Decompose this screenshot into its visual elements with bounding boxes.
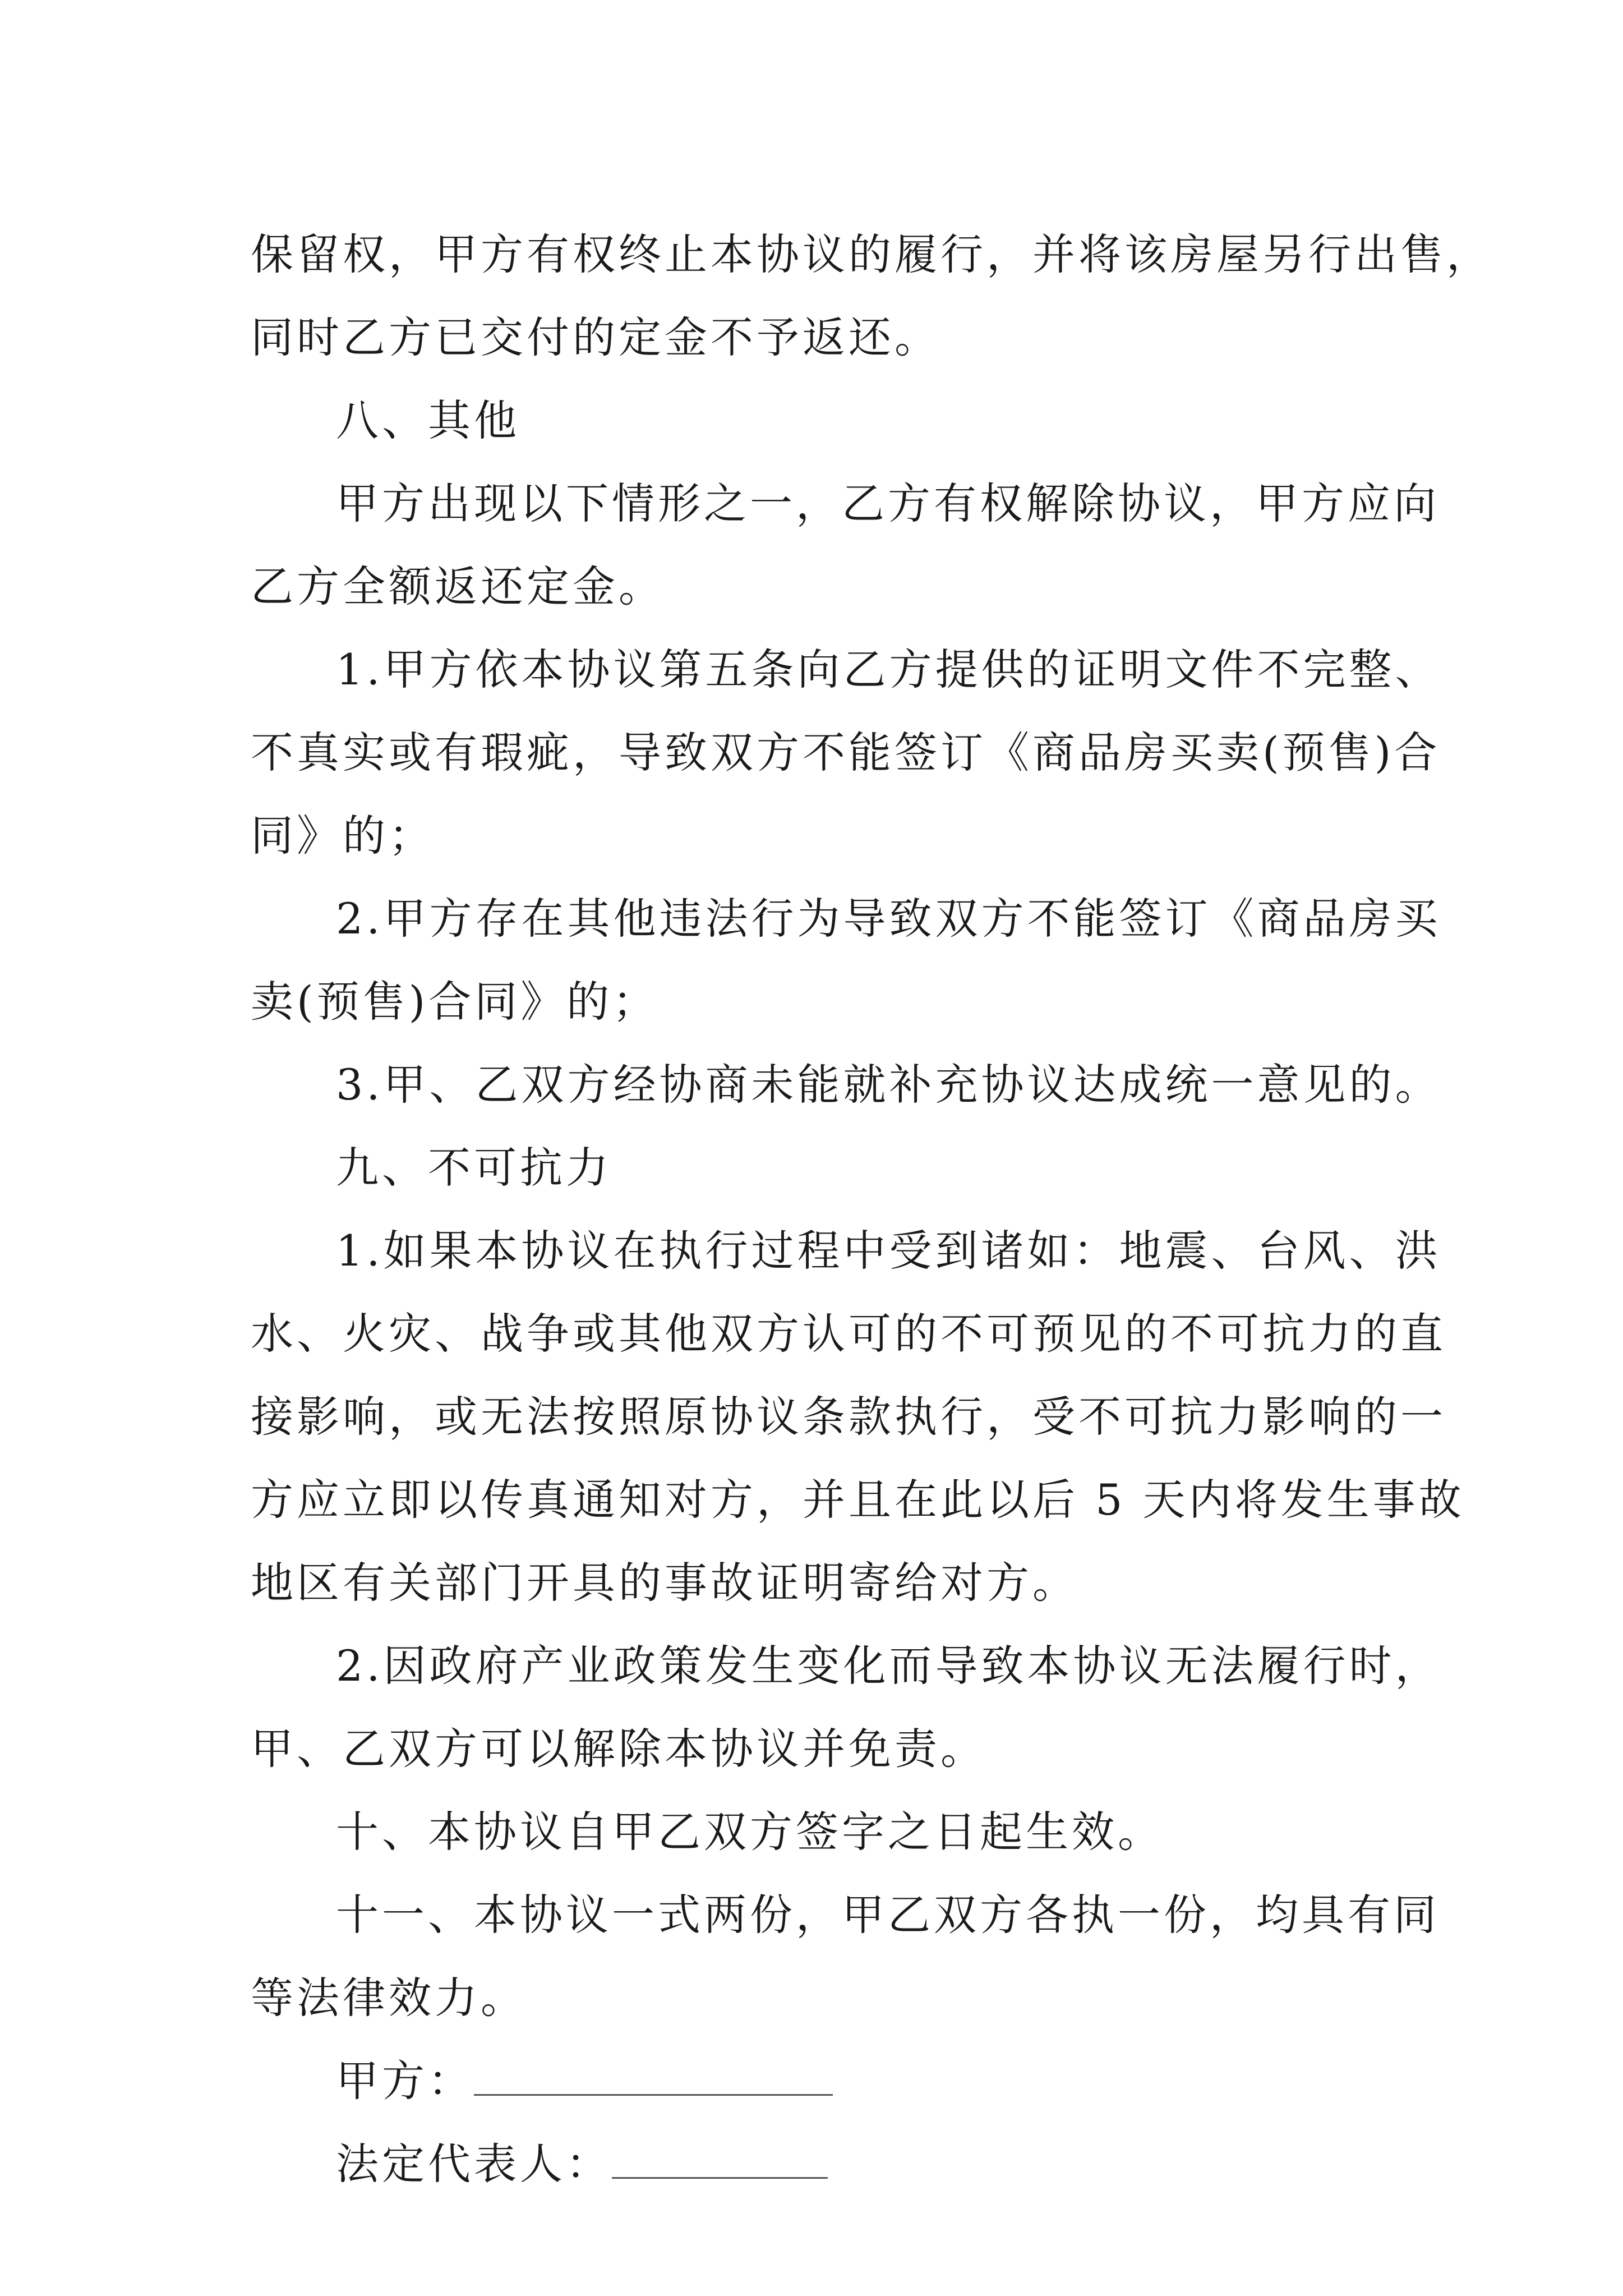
legal-rep-signature-line bbox=[251, 2123, 1389, 2206]
text-line: 十一、本协议一式两份，甲乙双方各执一份，均具有同 bbox=[336, 1890, 1440, 1940]
text-line: 同时乙方已交付的定金不予返还。 bbox=[251, 312, 940, 362]
text-line: 八、其他 bbox=[336, 395, 520, 445]
text-line: 方应立即以传真通知对方，并且在此以后 5 天内将发生事故 bbox=[251, 1475, 1465, 1525]
legal-rep-label: 法定代表人： bbox=[336, 2139, 612, 2189]
text-line: 等法律效力。 bbox=[251, 1973, 527, 2023]
text-line: 十、本协议自甲乙双方签字之日起生效。 bbox=[336, 1807, 1164, 1857]
text-line: 同》的； bbox=[251, 811, 435, 861]
party-a-signature-blank[interactable] bbox=[474, 2055, 833, 2096]
text-line: 卖(预售)合同》的； bbox=[251, 977, 659, 1027]
text-line: 2.因政府产业政策发生变化而导致本协议无法履行时， bbox=[336, 1641, 1441, 1691]
text-line: 接影响，或无法按照原协议条款执行，受不可抗力影响的一 bbox=[251, 1392, 1446, 1442]
text-line: 甲、乙双方可以解除本协议并免责。 bbox=[251, 1724, 986, 1774]
text-line: 地区有关部门开具的事故证明寄给对方。 bbox=[251, 1558, 1078, 1608]
text-line: 不真实或有瑕疵，导致双方不能签订《商品房买卖(预售)合 bbox=[251, 728, 1441, 777]
party-a-label: 甲方： bbox=[336, 2056, 474, 2106]
text-line: 保留权，甲方有权终止本协议的履行，并将该房屋另行出售， bbox=[251, 229, 1492, 279]
text-line: 乙方全额返还定金。 bbox=[251, 562, 665, 611]
document-body bbox=[251, 213, 1492, 2040]
text-line: 3.甲、乙双方经协商未能就补充协议达成统一意见的。 bbox=[336, 1060, 1441, 1110]
text-line: 1.如果本协议在执行过程中受到诸如：地震、台风、洪 bbox=[336, 1226, 1441, 1276]
text-line: 1.甲方依本协议第五条向乙方提供的证明文件不完整、 bbox=[336, 645, 1441, 694]
text-line: 九、不可抗力 bbox=[336, 1143, 612, 1193]
text-line: 水、火灾、战争或其他双方认可的不可预见的不可抗力的直 bbox=[251, 1309, 1446, 1359]
party-a-signature-line bbox=[251, 2040, 1389, 2123]
document-page bbox=[251, 213, 1492, 2206]
text-line: 甲方出现以下情形之一，乙方有权解除协议，甲方应向 bbox=[336, 478, 1440, 528]
legal-rep-signature-blank[interactable] bbox=[612, 2138, 828, 2179]
text-line: 2.甲方存在其他违法行为导致双方不能签订《商品房买 bbox=[336, 894, 1441, 944]
